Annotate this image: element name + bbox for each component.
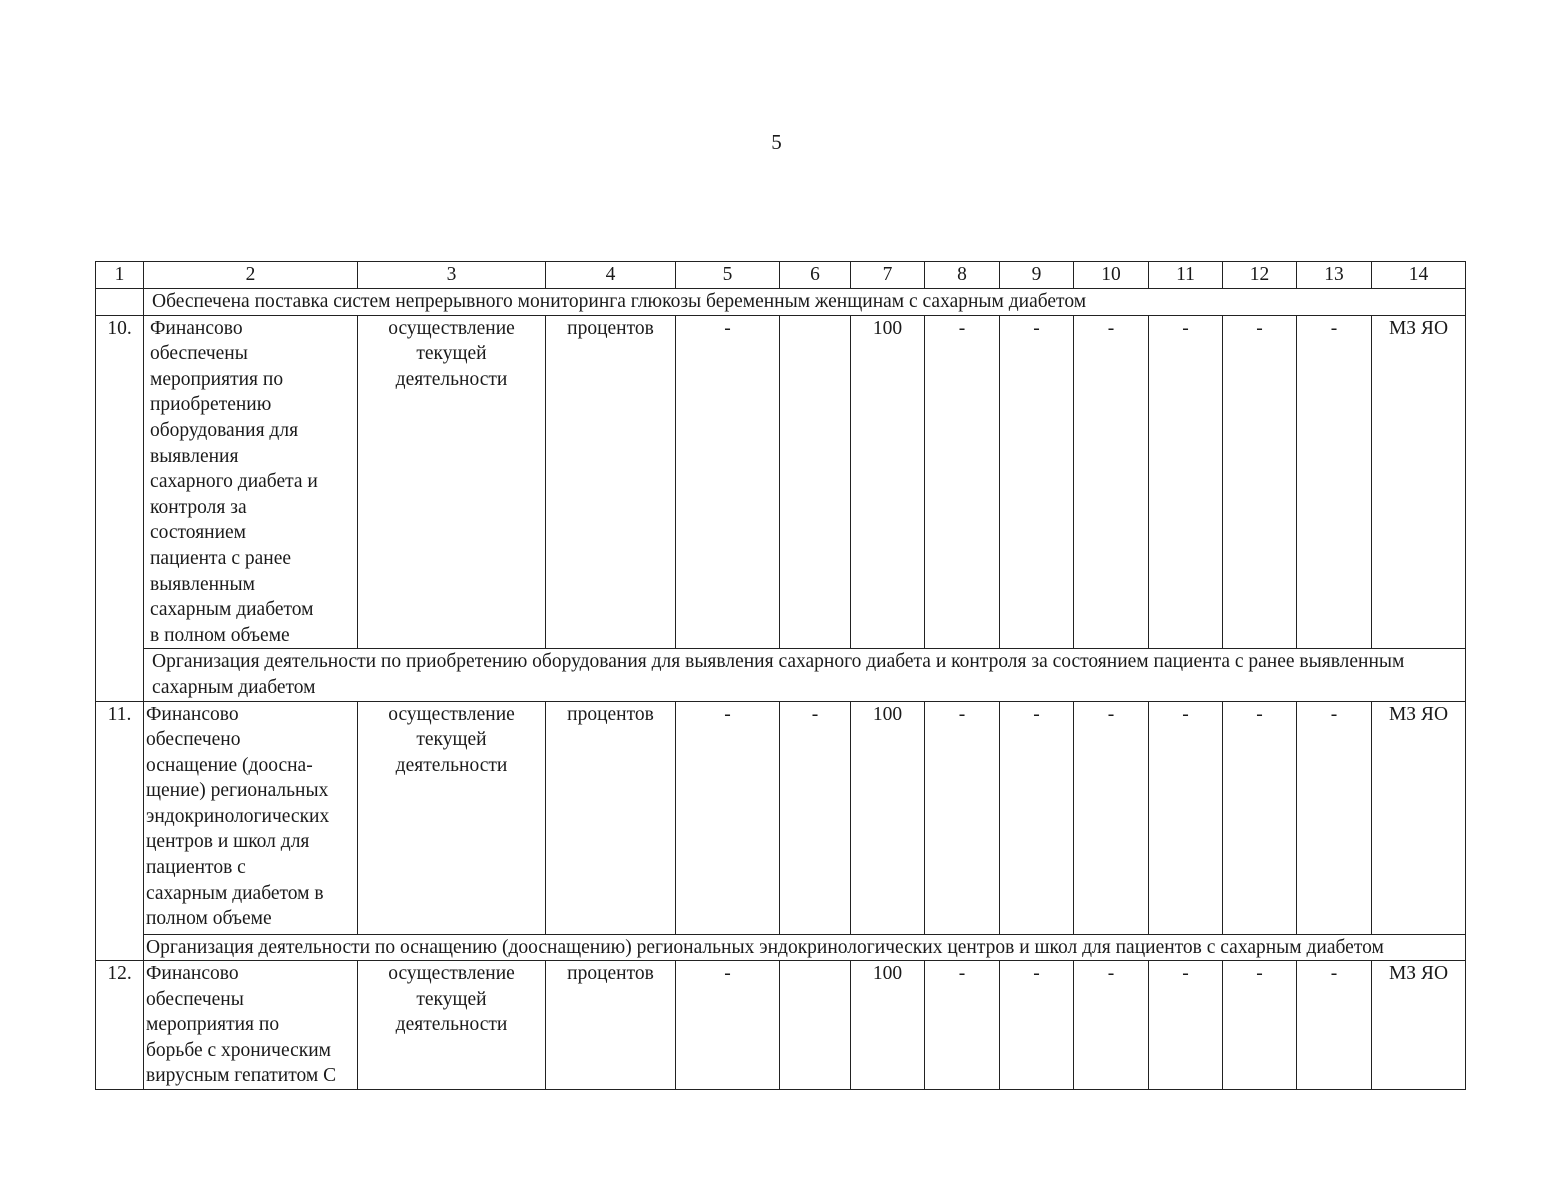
measure-name [144,315,358,649]
value-col-5: - [676,701,780,934]
value-col-13: - [1297,961,1372,1090]
column-header: 5 [676,262,780,289]
value-col-13: - [1297,315,1372,649]
section-row [96,289,1466,316]
value-col-9: - [1000,315,1074,649]
value-col-8: - [925,315,1000,649]
table-row [96,701,1466,934]
measure-name-line: сахарным диабетом [150,599,314,621]
column-header: 6 [780,262,851,289]
value-col-9: - [1000,961,1074,1090]
measure-name-line: оборудования для [150,419,299,441]
page-number: 5 [771,130,782,154]
measure-name-line: центров и школ для [146,831,310,853]
measure-name [144,701,358,934]
value-col-9: - [1000,701,1074,934]
measure-name-line: пациентов с [146,857,246,879]
measure-name-line: Финансово [146,963,239,985]
measure-name-line: вирусным гепатитом С [146,1065,337,1087]
column-header: 8 [925,262,1000,289]
column-header: 12 [1223,262,1297,289]
unit: процентов [546,315,676,649]
measure-name-line: обеспечены [150,343,248,365]
value-col-10: - [1074,701,1149,934]
measure-name-line: выявления [150,445,239,467]
column-header: 10 [1074,262,1149,289]
section-title: Организация деятельности по приобретению оборудования для выявления сахарного диабета и контроля за состоянием пациента с ранее выявленным сахарным диабетом [144,649,1466,701]
value-col-6: - [780,701,851,934]
column-header: 1 [96,262,144,289]
measure-name-line: сахарным диабетом в [146,882,324,904]
measure-name-line: выявленным [150,573,255,595]
table-row [96,315,1466,649]
value-col-6 [780,315,851,649]
row-number: 10. [96,315,144,701]
unit: процентов [546,701,676,934]
section-title: Организация деятельности по оснащению (дооснащению) региональных эндокринологических центров и школ для пациентов с сахарным диабетом [144,934,1466,961]
value-col-8: - [925,701,1000,934]
measure-name-line: приобретению [150,394,272,416]
measure-name-line: пациента с ранее [150,547,292,569]
unit: процентов [546,961,676,1090]
row-number: 12. [96,961,144,1090]
measure-name-line: сахарного диабета и [150,471,318,493]
section-row [96,934,1466,961]
measures-table [95,261,1466,1090]
responsible: МЗ ЯО [1372,315,1466,649]
value-col-7: 100 [851,961,925,1090]
value-col-7: 100 [851,315,925,649]
measure-name-line: эндокринологических [146,805,330,827]
value-col-7: 100 [851,701,925,934]
column-header: 14 [1372,262,1466,289]
value-col-11: - [1149,701,1223,934]
column-header: 3 [358,262,546,289]
column-number-row [96,262,1466,289]
measure-name-line: щение) региональных [146,780,329,802]
row-number: 11. [96,701,144,961]
value-col-10: - [1074,961,1149,1090]
value-col-5: - [676,961,780,1090]
value-col-12: - [1223,315,1297,649]
value-col-13: - [1297,701,1372,934]
column-header: 2 [144,262,358,289]
value-col-12: - [1223,961,1297,1090]
measure-name [144,961,358,1090]
column-header: 7 [851,262,925,289]
value-col-8: - [925,961,1000,1090]
measure-name-line: обеспечены [146,988,244,1010]
value-col-5: - [676,315,780,649]
value-col-11: - [1149,315,1223,649]
measure-name-line: контроля за [150,496,247,518]
measure-name-line: обеспечено [146,729,241,751]
measure-name-line: в полном объеме [150,624,290,646]
section-row [96,649,1466,701]
value-col-6 [780,961,851,1090]
value-col-12: - [1223,701,1297,934]
column-header: 13 [1297,262,1372,289]
measure-name-line: мероприятия по [146,1014,280,1036]
value-col-11: - [1149,961,1223,1090]
measure-type: осуществление текущей деятельности [358,961,546,1090]
value-col-10: - [1074,315,1149,649]
measure-name-line: борьбе с хроническим [146,1039,332,1061]
measure-name-line: Финансово [146,703,239,725]
column-header: 9 [1000,262,1074,289]
measure-name-line: оснащение (доосна- [146,754,313,776]
responsible: МЗ ЯО [1372,701,1466,934]
empty-cell [96,289,144,316]
measure-name-line: состоянием [150,522,247,544]
column-header: 4 [546,262,676,289]
measure-name-line: полном объеме [146,908,272,930]
measure-type: осуществление текущей деятельности [358,315,546,649]
responsible: МЗ ЯО [1372,961,1466,1090]
measure-name-line: Финансово [150,317,243,339]
table-row [96,961,1466,1090]
measure-name-line: мероприятия по [150,368,284,390]
section-title: Обеспечена поставка систем непрерывного мониторинга глюкозы беременным женщинам с сахарным диабетом [144,289,1466,316]
measure-type: осуществление текущей деятельности [358,701,546,934]
column-header: 11 [1149,262,1223,289]
